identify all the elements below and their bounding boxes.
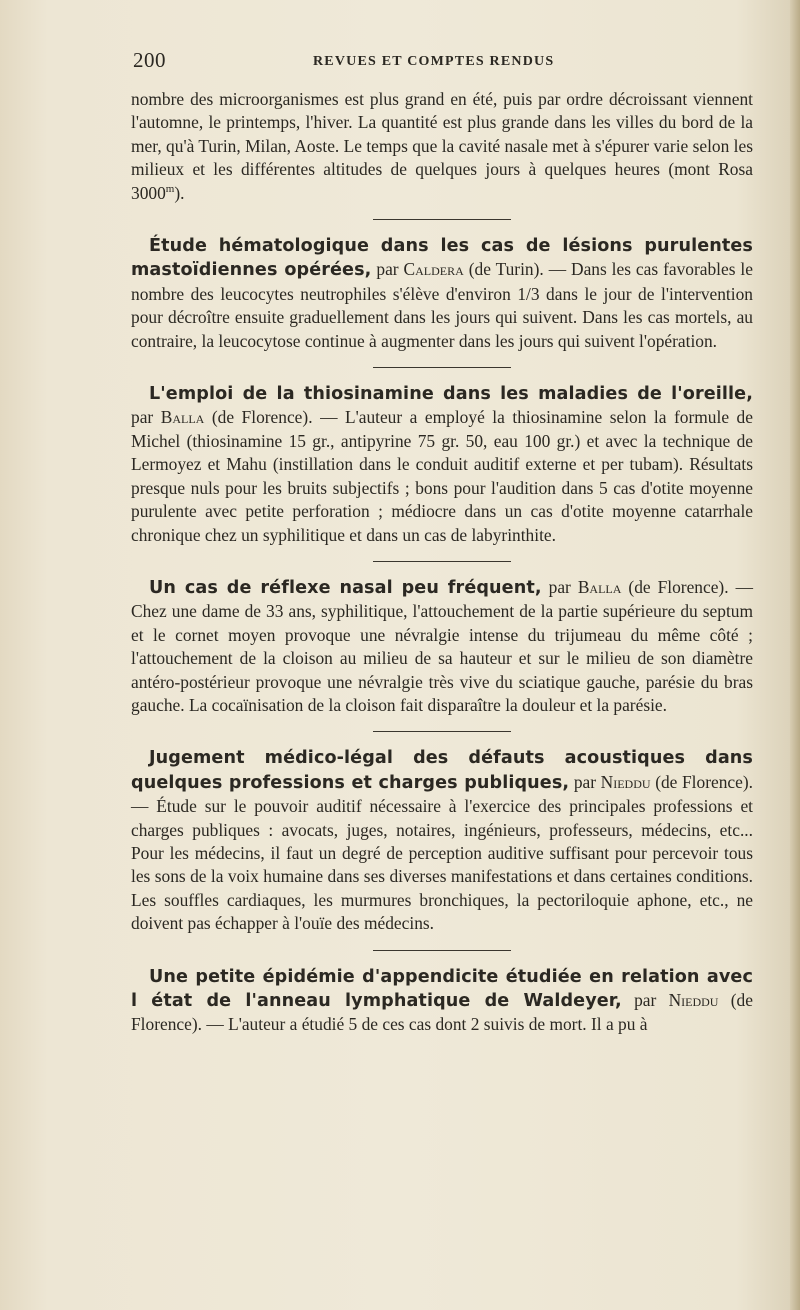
- section-divider: [373, 219, 511, 220]
- intro-end: ).: [174, 182, 185, 203]
- article-affiliation: (de Turin).: [468, 259, 544, 280]
- article-author: Nieddu: [668, 990, 719, 1010]
- page-header: [133, 48, 753, 76]
- section-divider: [373, 950, 511, 951]
- intro-paragraph: [131, 88, 753, 205]
- article-text: — Étude sur le pouvoir auditif nécessaire à l'exercice des principales professions et charges publiques : avocats, juges, notaires, ingénieurs, professeurs, médecins, etc... Pour les médecins, il faut un degré de perception auditive suffisant pour percevoir tous les sons de la voix humaine dans ses diverses manifestations et dans certaines conditions. Les souffles cardiaques, les murmures bronchiques, la pectoriloquie aphone, etc., ne doivent pas échapper à l'ouïe des médecins.: [131, 796, 753, 934]
- article-author: Balla: [577, 576, 622, 597]
- article-title: Jugement médico-légal des défauts acoustiques dans quelques professions et charges publiques,: [131, 748, 753, 793]
- article-title: Étude hématologique dans les cas de lésions purulentes mastoïdiennes opérées,: [131, 236, 753, 281]
- article-affiliation: (de Florence).: [655, 771, 753, 792]
- intro-text: nombre des microorganismes est plus grand en été, puis par ordre décroissant viennent l'automne, le printemps, l'hiver. La quantité est plus grande dans les villes du bord de la mer, qu'à Turin, Milan, Aoste. Le temps que la cavité nasale met à s'épurer varie selon les milieux et les différentes altitudes de quelques jours à quelques heures (mont Rosa 3000: [131, 89, 753, 203]
- article-title: L'emploi de la thiosinamine dans les maladies de l'oreille,: [149, 384, 753, 405]
- article-by: par: [634, 990, 657, 1010]
- article-author: Balla: [160, 407, 205, 428]
- page-body: [131, 88, 753, 1037]
- article-text: — Dans les cas favorables le nombre des leucocytes neutrophiles s'élève d'environ 1/3 dans le jour de l'intervention pour décroître ensuite graduellement dans les jours qui suivent. Dans les cas mortels, au contraire, la leucocytose continue à augmenter dans les jours qui suivent l'opération.: [131, 259, 753, 351]
- article-paragraph: [131, 576, 753, 717]
- unit-superscript: m: [165, 182, 175, 195]
- article-by: par: [376, 259, 399, 280]
- article-text: — L'auteur a employé la thiosinamine selon la formule de Michel (thiosinamine 15 gr., antipyrine 75 gr. 50, eau 100 gr.) et avec la technique de Lermoyez et Mahu (instillation dans le conduit auditif externe et per tubam). Résultats presque nuls pour les bruits subjectifs ; bons pour l'audition dans 5 cas d'otite moyenne purulente avec petite perforation ; médiocre dans un cas d'otite moyenne catarrhale chronique chez un syphilitique et dans un cas de labyrinthite.: [131, 407, 753, 545]
- article-affiliation: (de Florence).: [628, 576, 729, 597]
- page-edge: [790, 0, 800, 1310]
- article-by: par: [573, 771, 597, 792]
- article-by: par: [548, 576, 571, 597]
- article-title: Un cas de réflexe nasal peu fréquent,: [149, 577, 542, 598]
- article-affiliation: (de Florence).: [131, 990, 753, 1035]
- article-text: — Chez une dame de 33 ans, syphilitique, l'attouchement de la partie supérieure du septum et le cornet moyen provoque une névralgie intense du trijumeau du même côté ; l'attouchement de la cloison au milieu de sa hauteur et sur le milieu de son diamètre antéro-postérieur provoque une névralgie très vive du sciatique gauche, parésie du bras gauche. La cocaïnisation de la cloison fait disparaître la douleur et la parésie.: [131, 576, 753, 715]
- article-paragraph: [131, 234, 753, 353]
- section-divider: [373, 731, 511, 732]
- running-title: REVUES ET COMPTES RENDUS: [313, 54, 555, 69]
- article-paragraph: [131, 746, 753, 935]
- article-text: — L'auteur a étudié 5 de ces cas dont 2 suivis de mort. Il a pu à: [206, 1014, 648, 1035]
- article-paragraph: [131, 965, 753, 1037]
- section-divider: [373, 561, 511, 562]
- article-author: Nieddu: [600, 771, 651, 792]
- article-by: par: [131, 407, 154, 428]
- section-divider: [373, 367, 511, 368]
- article-paragraph: [131, 382, 753, 547]
- article-title: Une petite épidémie d'appendicite étudiée en relation avec l état de l'anneau lymphatique de Waldeyer,: [131, 966, 753, 1011]
- article-affiliation: (de Florence).: [211, 407, 313, 428]
- article-author: Caldera: [403, 259, 464, 280]
- page-number: 200: [133, 48, 166, 72]
